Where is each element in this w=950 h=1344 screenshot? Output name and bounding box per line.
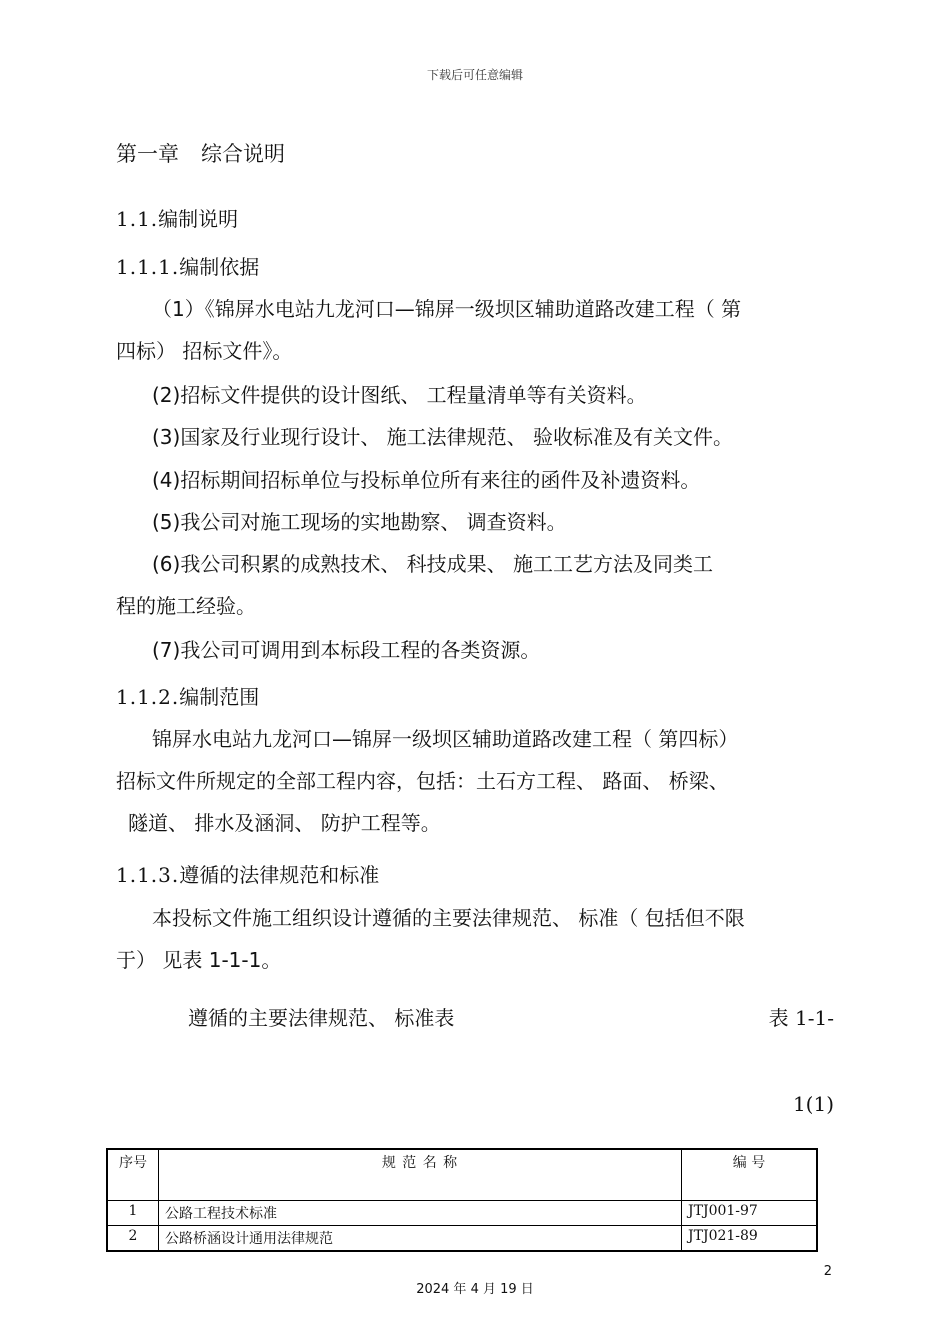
section-1-1-1-heading (116, 251, 259, 280)
row-seq: 1 (107, 1201, 159, 1226)
section-1-1-heading (116, 203, 238, 232)
basis-item-6-line1: (6)我公司积累的成熟技术、 科技成果、 施工工艺方法及同类工 (152, 552, 714, 576)
chapter-heading (116, 138, 285, 168)
basis-item-7-line1: (7)我公司可调用到本标段工程的各类资源。 (152, 638, 541, 662)
basis-item-6 (116, 543, 836, 627)
basis-item-4-line1: (4)招标期间招标单位与投标单位所有来往的函件及补遗资料。 (152, 468, 701, 492)
table-header-row (107, 1149, 817, 1201)
row-code: JTJ021-89 (682, 1226, 818, 1252)
page-number: 2 (823, 1264, 832, 1279)
chapter-title: 综合说明 (201, 142, 285, 166)
basis-item-2-line1: (2)招标文件提供的设计图纸、 工程量清单等有关资料。 (152, 383, 647, 407)
header-seq: 序号 (107, 1149, 159, 1201)
section-number: 1.1.3. (116, 863, 180, 887)
section-number: 1.1. (116, 207, 159, 231)
header-name: 规 范 名 称 (159, 1149, 682, 1201)
table-row (107, 1226, 817, 1252)
table-caption-number-cont: 1(1) (792, 1092, 834, 1116)
basis-item-5 (116, 501, 836, 543)
section-1-1-3-heading (116, 859, 379, 888)
table-caption-number: 表 1-1- (768, 1006, 834, 1030)
row-name: 公路桥涵设计通用法律规范 (159, 1226, 682, 1252)
row-name: 公路工程技术标准 (159, 1201, 682, 1226)
basis-item-1 (116, 288, 836, 372)
scope-line3: 隧道、 排水及涵洞、 防护工程等。 (128, 811, 441, 835)
section-title: 编制依据 (179, 255, 260, 279)
basis-item-1-line2: 四标） 招标文件》。 (116, 339, 293, 363)
standards-intro (116, 897, 836, 981)
section-title: 编制说明 (158, 207, 239, 231)
standards-intro-line2: 于） 见表 1-1-1。 (116, 948, 282, 972)
section-number: 1.1.1. (116, 255, 180, 279)
standards-intro-line1: 本投标文件施工组织设计遵循的主要法律规范、 标准（ 包括但不限 (152, 906, 745, 930)
standards-table (106, 1148, 818, 1252)
scope-line2: 招标文件所规定的全部工程内容，包括：土石方工程、 路面、 桥梁、 (116, 769, 729, 793)
page-header: 下载后可任意编辑 (426, 68, 523, 82)
basis-item-3-line1: (3)国家及行业现行设计、 施工法律规范、 验收标准及有关文件。 (152, 425, 734, 449)
basis-item-1-line1: （1）《锦屏水电站九龙河口—锦屏一级坝区辅助道路改建工程（ 第 (152, 297, 742, 321)
basis-item-3 (116, 416, 836, 458)
chapter-label: 第一章 (116, 142, 179, 166)
section-number: 1.1.2. (116, 685, 180, 709)
row-seq: 2 (107, 1226, 159, 1252)
scope-paragraph (116, 718, 836, 844)
basis-item-4 (116, 459, 836, 501)
section-title: 遵循的法律规范和标准 (179, 863, 380, 887)
basis-item-7 (116, 629, 836, 671)
scope-line1: 锦屏水电站九龙河口—锦屏一级坝区辅助道路改建工程（ 第四标） (152, 727, 739, 751)
header-code: 编 号 (682, 1149, 818, 1201)
row-code: JTJ001-97 (682, 1201, 818, 1226)
table-caption-title: 遵循的主要法律规范、 标准表 (188, 1006, 455, 1030)
section-title: 编制范围 (179, 685, 260, 709)
page-footer-date: 2024 年 4 月 19 日 (416, 1282, 534, 1297)
section-1-1-2-heading (116, 681, 259, 710)
basis-item-2 (116, 374, 836, 416)
table-row (107, 1201, 817, 1226)
basis-item-6-line2: 程的施工经验。 (116, 594, 256, 618)
basis-item-5-line1: (5)我公司对施工现场的实地勘察、 调查资料。 (152, 510, 567, 534)
